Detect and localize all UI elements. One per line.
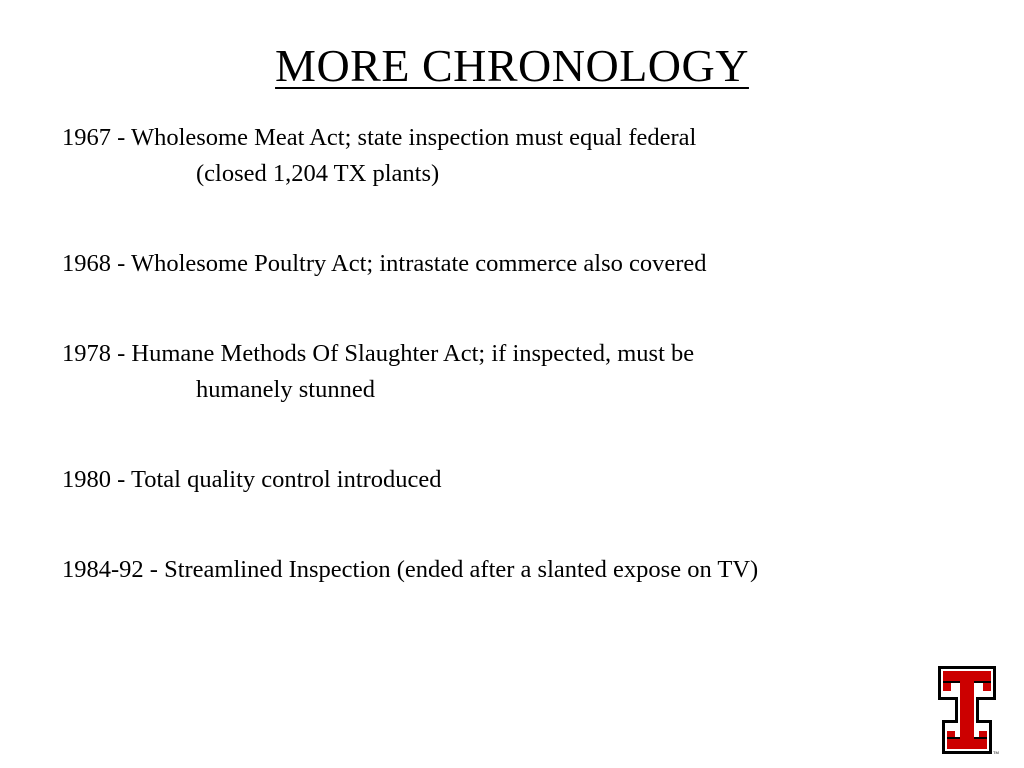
entry-text: 1967 - Wholesome Meat Act; state inspection must equal federal [62,124,697,151]
chronology-entry-1968 [62,246,992,282]
entry-continuation: (closed 1,204 TX plants) [196,160,440,187]
chronology-entry-1978 [62,336,992,408]
chronology-entry-1984-92 [62,552,992,588]
double-t-logo-icon [938,664,1000,756]
chronology-entry-1967 [62,120,992,192]
entry-continuation: humanely stunned [196,376,375,403]
entry-text: 1978 - Humane Methods Of Slaughter Act; if inspected, must be [62,340,695,367]
slide-title [0,38,1024,94]
slide-title-text: MORE CHRONOLOGY [275,40,749,91]
chronology-entry-1980 [62,462,992,498]
entry-text: 1984-92 - Streamlined Inspection (ended after a slanted expose on TV) [62,556,759,583]
chronology-list [62,120,992,642]
entry-text: 1968 - Wholesome Poultry Act; intrastate commerce also covered [62,250,707,277]
trademark-mark: TM [993,750,999,755]
entry-text: 1980 - Total quality control introduced [62,466,442,493]
